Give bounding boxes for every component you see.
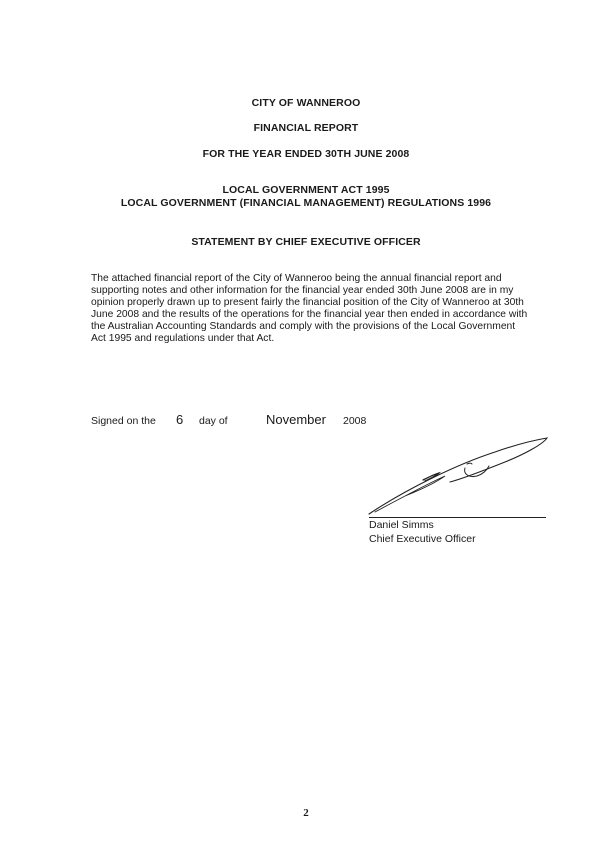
statement-body: The attached financial report of the City of Wanneroo being the annual financial report and supporting notes and other information for the financial year ended 30th June 2008 are in my opinion properly drawn up to present fairly the financial position of the City of Wanneroo at 30th June 2008 and the results of the operations for the financial year then ended in accordance with the Australian Accounting Standards and comply with the provisions of the Local Government Act 1995 and regulations under that Act. [91, 273, 528, 345]
act-reference: LOCAL GOVERNMENT ACT 1995 [222, 184, 390, 196]
signing-month: November [266, 412, 326, 427]
statement-title: STATEMENT BY CHIEF EXECUTIVE OFFICER [191, 236, 421, 248]
handwritten-signature [365, 430, 555, 525]
report-period: FOR THE YEAR ENDED 30TH JUNE 2008 [202, 148, 410, 160]
page-number: 2 [303, 807, 309, 819]
signing-year: 2008 [343, 415, 367, 427]
day-of-label: day of [199, 415, 228, 427]
report-title: FINANCIAL REPORT [253, 122, 359, 134]
signer-name: Daniel Simms [369, 519, 434, 531]
organisation-name: CITY OF WANNEROO [251, 97, 361, 109]
signature-rule [369, 517, 546, 518]
signed-on-label: Signed on the [91, 415, 156, 427]
signer-title: Chief Executive Officer [369, 533, 476, 545]
signing-day: 6 [176, 412, 184, 427]
regulations-reference: LOCAL GOVERNMENT (FINANCIAL MANAGEMENT) REGULATIONS 1996 [120, 197, 492, 209]
